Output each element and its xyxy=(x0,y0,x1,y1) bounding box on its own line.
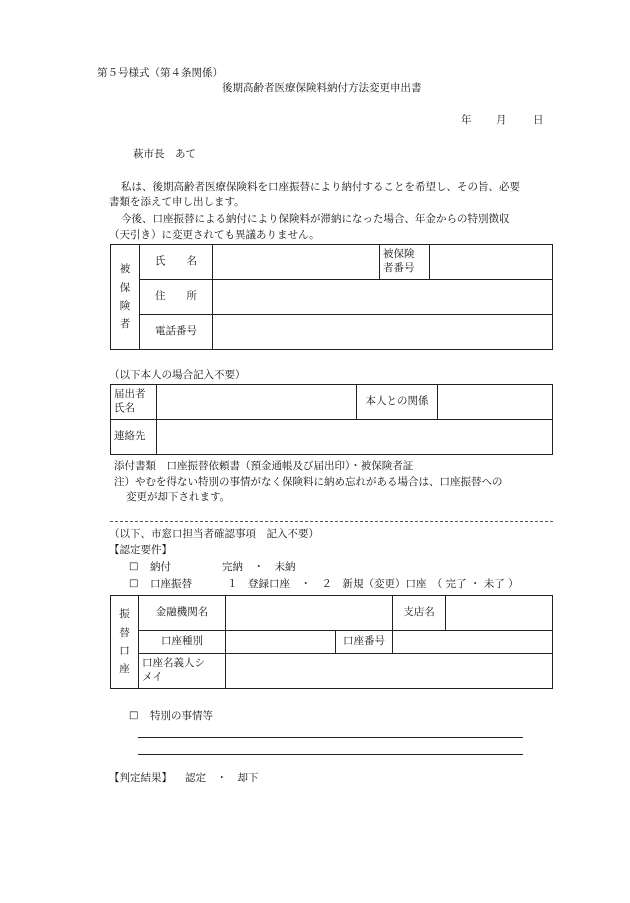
section-divider xyxy=(110,521,553,522)
payment-options: 完納 ・ 未納 xyxy=(222,561,296,573)
special-circumstances-checkbox[interactable]: □ xyxy=(129,710,139,721)
addressee: 萩市長 あて xyxy=(133,148,196,160)
account-type-label: 口座種別 xyxy=(139,631,226,654)
bank-name-field[interactable] xyxy=(226,596,393,631)
proxy-table xyxy=(110,384,553,455)
body-para1-line2: 書類を添えて申し出します。 xyxy=(109,196,245,208)
date-year: 年 xyxy=(461,114,472,126)
proxy-note: （以下本人の場合記入不要） xyxy=(109,369,246,381)
account-holder-field[interactable] xyxy=(226,654,553,689)
form-number: 第５号様式（第４条関係） xyxy=(97,67,223,79)
branch-field[interactable] xyxy=(446,596,553,631)
bank-name-label: 金融機関名 xyxy=(139,596,226,631)
address-field[interactable] xyxy=(213,280,553,315)
special-circumstances-line-2[interactable] xyxy=(138,754,523,755)
contact-label: 連絡先 xyxy=(111,420,157,455)
phone-field[interactable] xyxy=(213,315,553,350)
filer-name-field[interactable] xyxy=(157,385,357,420)
attachments: 添付書類 口座振替依頼書（預金通帳及び届出印）・被保険者証 xyxy=(114,460,414,472)
body-para2-line2: （天引き）に変更されても異議ありません。 xyxy=(109,229,320,241)
account-transfer-label: 口座振替 xyxy=(150,578,192,590)
account-transfer-checkbox[interactable]: □ xyxy=(129,578,139,589)
note-line2: 変更が却下されます。 xyxy=(126,491,231,503)
date-day: 日 xyxy=(533,114,544,126)
insured-table xyxy=(110,244,553,350)
account-type-field[interactable] xyxy=(226,631,336,654)
bank-table xyxy=(110,595,553,689)
filer-name-label: 届出者 氏名 xyxy=(111,385,157,420)
date-month: 月 xyxy=(496,114,507,126)
special-circumstances-line-1[interactable] xyxy=(138,737,523,738)
name-field[interactable] xyxy=(213,245,380,280)
body-para1-line1: 私は、後期高齢者医療保険料を口座振替により納付することを希望し、その旨、必要 xyxy=(121,181,520,193)
result-options: 認定 ・ 却下 xyxy=(185,772,259,784)
requirements-label: 【認定要件】 xyxy=(109,544,172,556)
result-label: 【判定結果】 xyxy=(109,772,172,784)
relation-label: 本人との関係 xyxy=(357,385,438,420)
relation-field[interactable] xyxy=(438,385,553,420)
payment-label: 納付 xyxy=(150,561,171,573)
insured-side-label: 被 保 険 者 xyxy=(111,245,140,350)
form-title: 後期高齢者医療保険料納付方法変更申出書 xyxy=(222,82,422,94)
staff-section-header: （以下、市窓口担当者確認事項 記入不要） xyxy=(109,528,319,540)
insured-number-label: 被保険 者番号 xyxy=(380,245,430,280)
account-number-label: 口座番号 xyxy=(336,631,393,654)
body-para2-line1: 今後、口座振替による納付により保険料が滞納になった場合、年金からの特別徴収 xyxy=(121,213,510,225)
special-circumstances-label: 特別の事情等 xyxy=(150,710,213,722)
address-label: 住 所 xyxy=(140,280,213,315)
name-label: 氏 名 xyxy=(140,245,213,280)
payment-checkbox[interactable]: □ xyxy=(129,561,139,572)
insured-number-field[interactable] xyxy=(430,245,553,280)
branch-label: 支店名 xyxy=(393,596,446,631)
contact-field[interactable] xyxy=(157,420,553,455)
phone-label: 電話番号 xyxy=(140,315,213,350)
account-number-field[interactable] xyxy=(393,631,553,654)
bank-side-label: 振 替 口 座 xyxy=(111,596,139,689)
account-transfer-options: １ 登録口座 ・ ２ 新規（変更）口座 （ 完了 ・ 未了 ） xyxy=(227,578,519,590)
account-holder-label: 口座名義人シ メイ xyxy=(139,654,226,689)
note-line1: 注）やむを得ない特別の事情がなく保険料に納め忘れがある場合は、口座振替への xyxy=(114,476,503,488)
